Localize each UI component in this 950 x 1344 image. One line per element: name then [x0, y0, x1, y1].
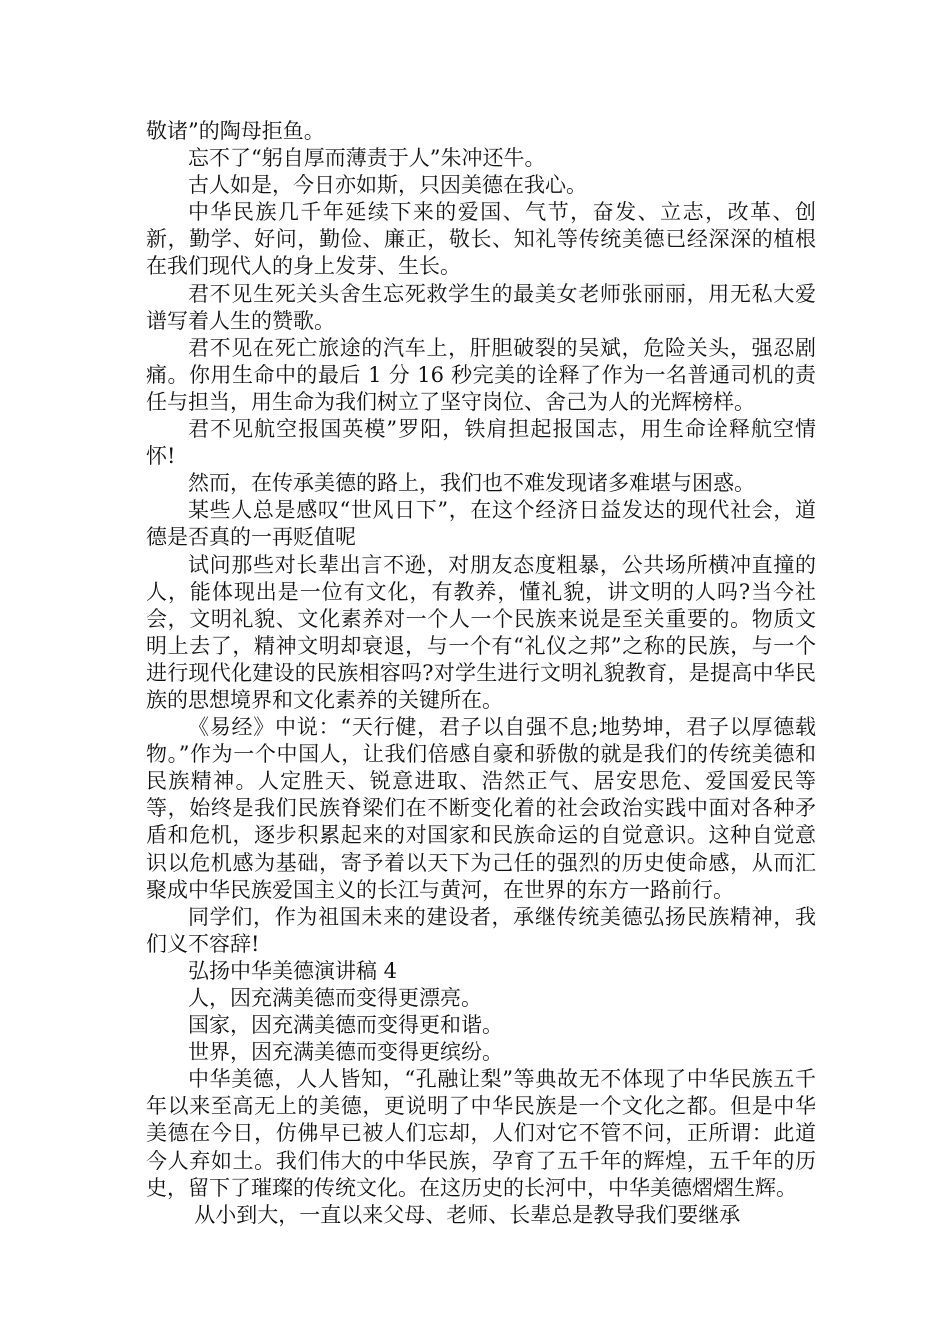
document-body: [146, 118, 816, 1229]
paragraph-3: 古人如是，今日亦如斯，只因美德在我心。: [188, 173, 587, 198]
paragraph-16: 中华美德，人人皆知，“孔融让梨”等典故无不体现了中华民族五千年以来至高无上的美德，更说明了中华民族是一个文化之都。但是中华美德在今日，仿佛早已被人们忘却，人们对它不管不问，正所谓：此道今人弃如土。我们伟大的中华民族，孕育了五千年的辉煌，五千年的历史，留下了璀璨的传统文化。在这历史的长河中，中华美德熠熠生辉。: [146, 1067, 816, 1200]
paragraph-9: 某些人总是感叹“世风日下”，在这个经济日益发达的现代社会，道德是否真的一再贬值呢: [146, 498, 816, 550]
paragraph-5: 君不见生死关头舍生忘死救学生的最美女老师张丽丽，用无私大爱谱写着人生的赞歌。: [146, 281, 816, 333]
paragraph-7: 君不见航空报国英模”罗阳，铁肩担起报国志，用生命诠释航空情怀!: [146, 417, 816, 469]
paragraph-17: 从小到大，一直以来父母、老师、长辈总是教导我们要继承: [194, 1202, 741, 1227]
paragraph-11: 《易经》中说：“天行健，君子以自强不息;地势坤，君子以厚德载物。”作为一个中国人，让我们倍感自豪和骄傲的就是我们的传统美德和民族精神。人定胜天、锐意进取、浩然正气、居安思危、爱国爱民等等，始终是我们民族脊梁们在不断变化着的社会政治实践中面对各种矛盾和危机，逐步积累起来的对国家和民族命运的自觉意识。这种自觉意识以危机感为基础，寄予着以天下为己任的强烈的历史使命感，从而汇聚成中华民族爱国主义的长江与黄河，在世界的东方一路前行。: [146, 715, 816, 902]
paragraph-4: 中华民族几千年延续下来的爱国、气节，奋发、立志，改革、创新，勤学、好问，勤俭、廉正，敬长、知礼等传统美德已经深深的植根在我们现代人的身上发芽、生长。: [146, 200, 816, 279]
paragraph-8: 然而，在传承美德的路上，我们也不难发现诸多难堪与困惑。: [188, 471, 755, 496]
paragraph-14: 国家，因充满美德而变得更和谐。: [188, 1013, 503, 1038]
paragraph-12: 同学们，作为祖国未来的建设者，承继传统美德弘扬民族精神，我们义不容辞!: [146, 904, 816, 956]
paragraph-6: 君不见在死亡旅途的汽车上，肝胆破裂的吴斌，危险关头，强忍剧痛。你用生命中的最后 1 分 16 秒完美的诠释了作为一名普通司机的责任与担当，用生命为我们树立了坚守岗位、舍己为人的光辉榜样。: [146, 335, 816, 414]
paragraph-10: 试问那些对长辈出言不逊，对朋友态度粗暴，公共场所横冲直撞的人，能体现出是一位有文化，有教养，懂礼貌，讲文明的人吗?当今社会，文明礼貌、文化素养对一个人一个民族来说是至关重要的。物质文明上去了，精神文明却衰退，与一个有“礼仪之邦”之称的民族，与一个进行现代化建设的民族相容吗?对学生进行文明礼貌教育，是提高中华民族的思想境界和文化素养的关键所在。: [146, 552, 816, 712]
section-heading: 弘扬中华美德演讲稿 4: [188, 958, 398, 983]
paragraph-1: 敬诸”的陶母拒鱼。: [146, 119, 325, 143]
paragraph-13: 人，因充满美德而变得更漂亮。: [188, 986, 482, 1010]
paragraph-15: 世界，因充满美德而变得更缤纷。: [188, 1040, 503, 1065]
paragraph-2: 忘不了“躬自厚而薄责于人”朱冲还牛。: [188, 146, 546, 171]
